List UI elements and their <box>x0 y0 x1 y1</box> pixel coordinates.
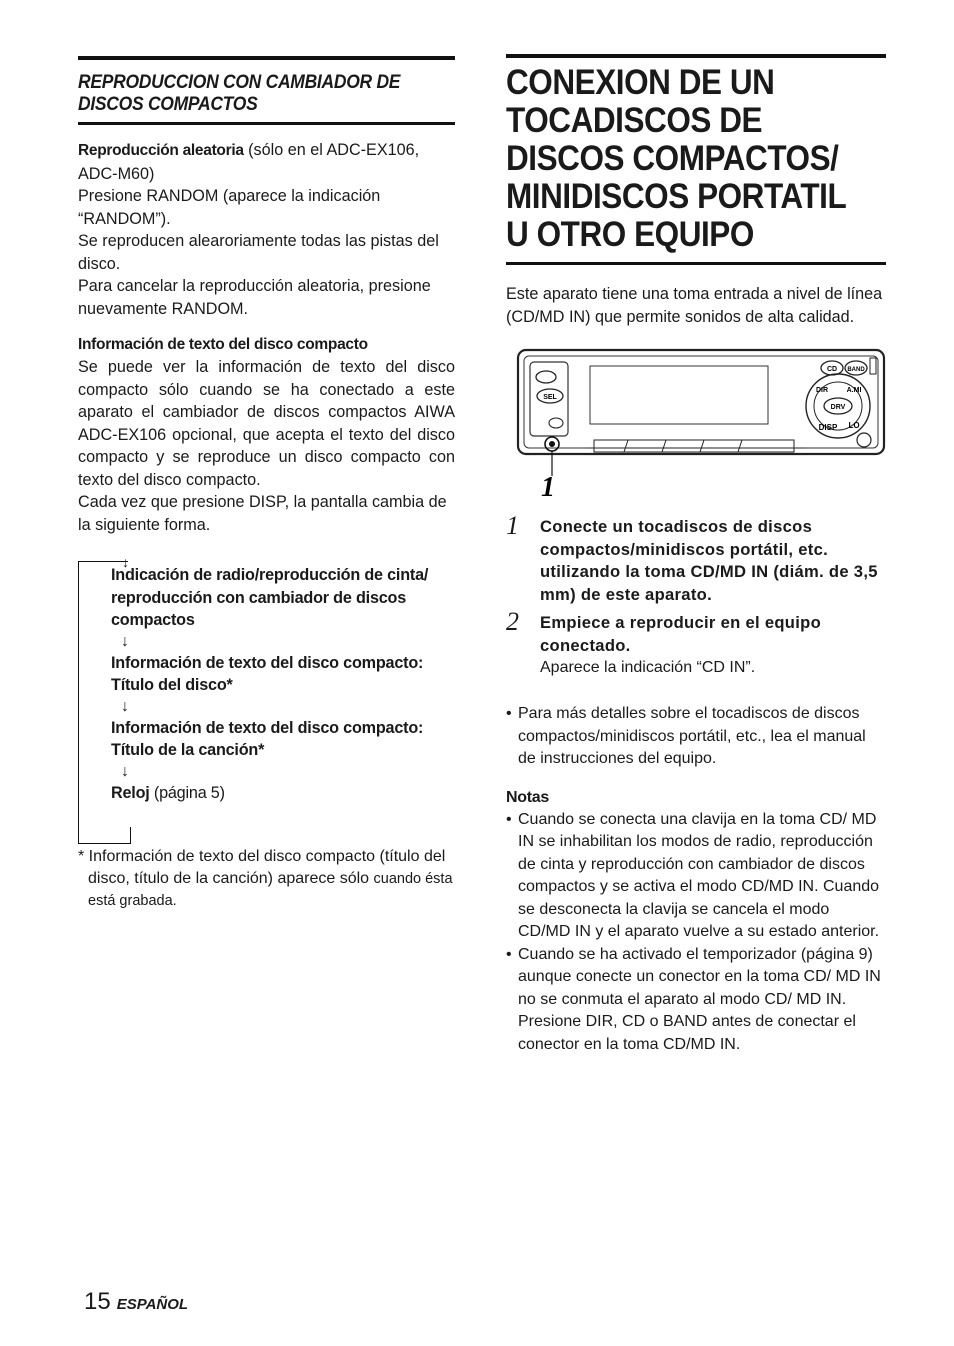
car-stereo-drawing <box>516 348 888 498</box>
main-title: CONEXION DE UN TOCADISCOS DE DISCOS COMPACTOS/ MINIDISCOS PORTATIL U OTRO EQUIPO <box>506 63 846 254</box>
section-title: REPRODUCCION CON CAMBIADOR DE DISCOS COMPACTOS <box>78 72 401 115</box>
sel-label: SEL <box>543 394 557 401</box>
section-rule-bottom <box>78 122 455 125</box>
drv-label: DRV <box>830 404 846 411</box>
step-1 <box>506 511 886 606</box>
intro-paragraph: Este aparato tiene una toma entrada a nivel de línea (CD/MD IN) que permite sonidos de alta calidad. <box>506 285 883 326</box>
disp-label: DISP <box>818 423 838 432</box>
cdtext-p1: Se puede ver la información de texto del disco compacto sólo cuando se ha conectado a este aparato el cambiador de discos compactos AIWA ADC-EX106 opcional, que acepta el texto del disco compacto y se reproduce un disco compacto con texto del disco compacto. <box>78 358 455 489</box>
step-1-number: 1 <box>506 511 519 540</box>
info-bullet <box>506 703 886 771</box>
flow-arrow: ↓ <box>121 632 129 650</box>
left-column <box>78 56 455 912</box>
step-2-number: 2 <box>506 607 519 636</box>
step-1-text: Conecte un tocadiscos de discos compactos/minidiscos portátil, etc. utilizando la toma CD/MD IN (diám. de 3,5 mm) de este aparato. <box>540 517 878 604</box>
flow-clock-page: (página 5) <box>153 783 225 802</box>
random-paragraph <box>78 139 455 185</box>
am-label: A.MI <box>846 387 862 394</box>
page-footer <box>84 1288 188 1319</box>
flow-arrow: ↓ <box>121 762 129 780</box>
right-column <box>506 54 886 1056</box>
lo-label: LO <box>848 421 860 430</box>
footnote-small: cuando ésta está grabada. <box>88 871 453 909</box>
flow-clock-label: Reloj <box>111 783 150 802</box>
nota-1-text: Cuando se conecta una clavija en la toma CD/ MD IN se inhabilitan los modos de radio, reproducción de cinta y reproducción con cambiador de discos compactos y se activa el modo CD/MD IN. Cuando se desconecta la clavija se cancela el modo CD/MD IN y el aparato vuelve a su estado anterior. <box>518 810 880 940</box>
language-label: ESPAÑOL <box>116 1296 189 1313</box>
random-p1: Presione RANDOM (aparece la indicación “RANDOM”). <box>78 187 381 228</box>
cdtext-p2: Cada vez que presione DISP, la pantalla cambia de la siguiente forma. <box>78 493 447 534</box>
flow-item-track-title: Información de texto del disco compacto: Título de la canción* <box>111 718 424 759</box>
nota-2 <box>506 944 886 1057</box>
bullet-dot: • <box>506 945 512 963</box>
footnote-text: * Información de texto del disco compacto (título del disco, título de la canción) aparece sólo <box>78 848 446 887</box>
step-2-text: Empiece a reproducir en el equipo conectado. <box>540 613 822 655</box>
random-heading: Reproducción aleatoria <box>78 142 244 159</box>
dir-label: DIR <box>815 387 829 394</box>
nota-1 <box>506 809 886 944</box>
info-bullet-text: Para más detalles sobre el tocadiscos de discos compactos/minidiscos portátil, etc., lea el manual de instrucciones del equipo. <box>518 705 866 767</box>
step-2-sub: Aparece la indicación “CD IN”. <box>540 659 756 676</box>
section-rule-top <box>78 56 455 60</box>
title-rule-bottom <box>506 262 886 265</box>
footnote <box>78 846 455 912</box>
flow-arrow: ↓ <box>121 697 129 715</box>
random-p3: Para cancelar la reproducción aleatoria, presione nuevamente RANDOM. <box>78 277 431 318</box>
random-heading-note: (sólo en el ADC-EX106, ADC-M60) <box>78 141 420 183</box>
bullet-dot: • <box>506 810 512 828</box>
callout-number: 1 <box>541 472 555 498</box>
cd-label: CD <box>826 366 838 373</box>
random-p2: Se reproducen alearoriamente todas las pistas del disco. <box>78 232 439 273</box>
car-stereo-illustration <box>516 348 888 498</box>
flow-loop-arrow: ↓ <box>122 554 129 570</box>
step-2 <box>506 607 886 679</box>
flow-item-clock <box>111 782 455 805</box>
page-number: 15 <box>84 1288 111 1315</box>
band-label: BAND <box>847 367 865 373</box>
bullet-dot: • <box>506 705 512 722</box>
cdtext-heading: Información de texto del disco compacto <box>78 336 368 353</box>
disp-flow-diagram <box>78 555 455 820</box>
flow-item-radio: Indicación de radio/reproducción de cinta/ reproducción con cambiador de discos compactos <box>111 566 429 629</box>
nota-2-text: Cuando se ha activado el temporizador (página 9) aunque conecte un conector en la toma CD/ MD IN no se conmuta el aparato al modo CD/ MD IN. Presione DIR, CD o BAND antes de conectar el conector en la toma CD/MD IN. <box>518 945 881 1053</box>
notas-heading: Notas <box>506 788 549 806</box>
flow-item-disc-title: Información de texto del disco compacto: Título del disco* <box>111 653 424 694</box>
title-rule-top <box>506 54 886 58</box>
